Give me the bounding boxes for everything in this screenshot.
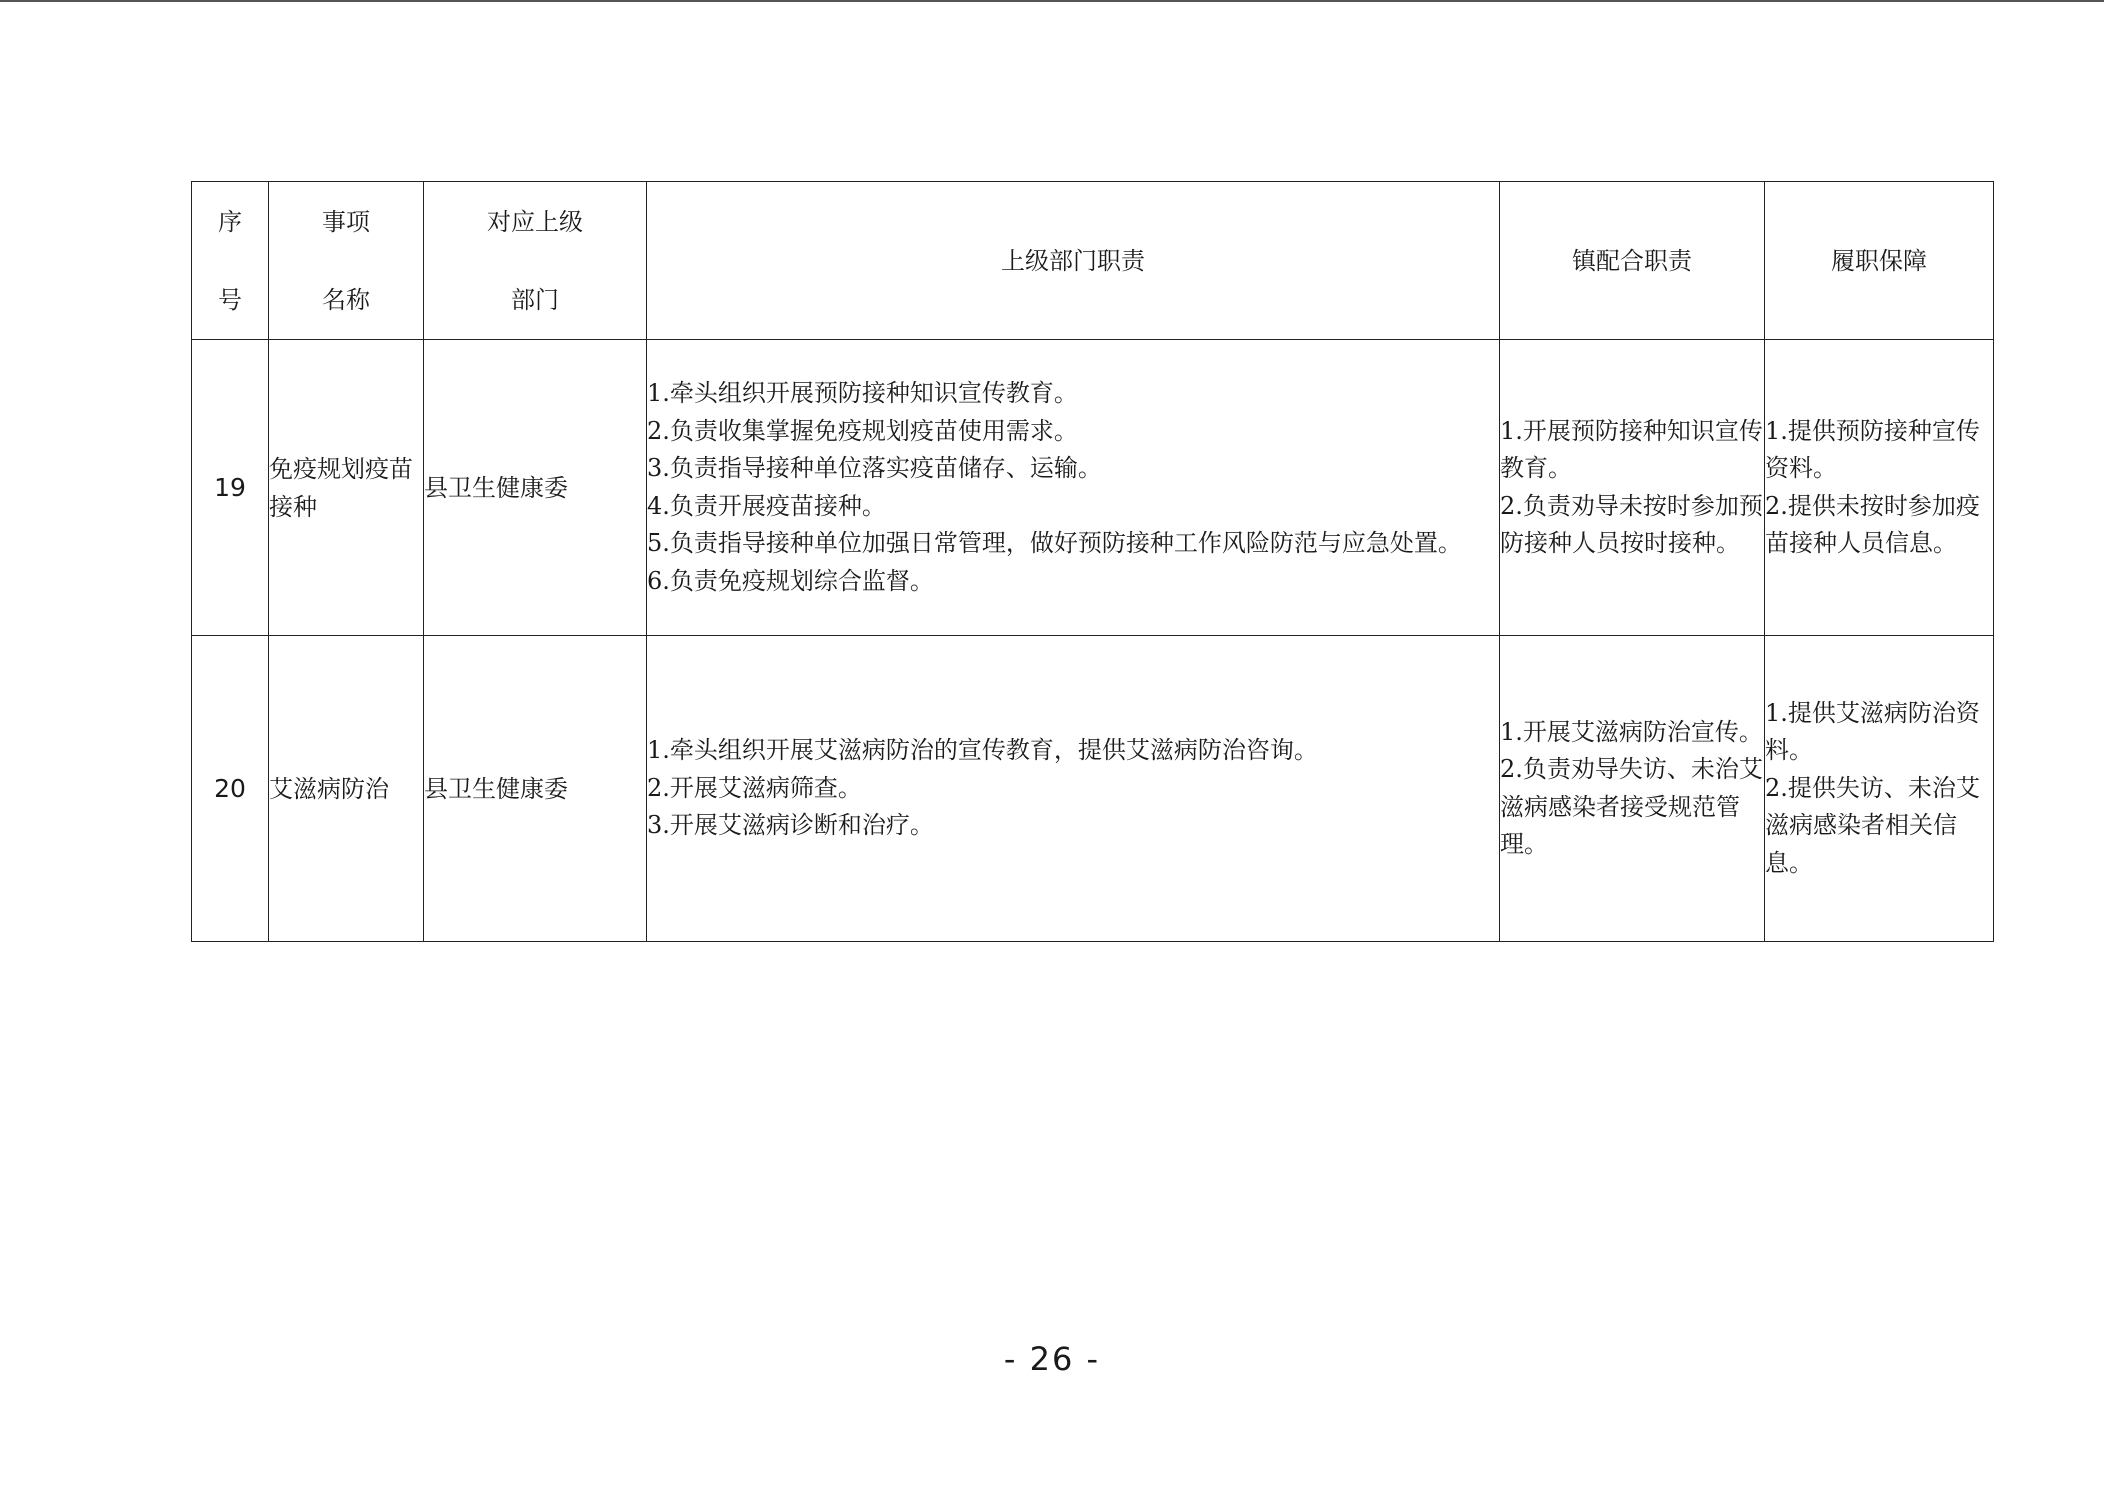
duty-item: 4.负责开展疫苗接种。 [647,491,886,520]
header-seq-line2: 号 [218,285,242,314]
row-town-list [1500,340,1765,636]
duty-item: 3.开展艾滋病诊断和治疗。 [647,811,934,840]
guarantee-item: 1.提供预防接种宣传资料。 [1765,416,1980,482]
row-duty-list [647,636,1500,942]
duty-item: 6.负责免疫规划综合监督。 [647,566,934,595]
duty-item: 1.牵头组织开展预防接种知识宣传教育。 [647,379,1078,407]
table-header-row [192,182,1994,340]
header-dept-line2: 部门 [511,285,559,314]
duty-table [191,181,1994,942]
row-guarantee-list [1765,636,1994,942]
row-town-list [1500,636,1765,942]
row-item-name: 免疫规划疫苗接种 [269,340,424,636]
row-seq: 19 [192,340,269,636]
town-item: 2.负责劝导失访、未治艾滋病感染者接受规范管理。 [1500,755,1763,858]
duty-item: 2.开展艾滋病筛查。 [647,773,862,802]
duty-item: 2.负责收集掌握免疫规划疫苗使用需求。 [647,416,1078,445]
header-seq-line1: 序 [218,207,242,236]
guarantee-item: 2.提供未按时参加疫苗接种人员信息。 [1765,491,1980,557]
duty-item: 1.牵头组织开展艾滋病防治的宣传教育，提供艾滋病防治咨询。 [647,736,1318,765]
town-item: 1.开展预防接种知识宣传教育。 [1500,416,1763,482]
row-dept: 县卫生健康委 [424,340,647,636]
header-dept-line1: 对应上级 [487,207,583,236]
header-name [269,182,424,340]
row-item-name: 艾滋病防治 [269,636,424,942]
row-guarantee-list [1765,340,1994,636]
duty-item: 5.负责指导接种单位加强日常管理，做好预防接种工作风险防范与应急处置。 [647,529,1462,557]
row-seq: 20 [192,636,269,942]
header-seq [192,182,269,340]
header-dept [424,182,647,340]
guarantee-item: 1.提供艾滋病防治资料。 [1765,698,1980,765]
header-name-line2: 名称 [322,285,370,314]
row-dept: 县卫生健康委 [424,636,647,942]
row-duty-list [647,340,1500,636]
page-number: - 26 - [1003,1340,1101,1378]
header-duty: 上级部门职责 [647,182,1500,340]
town-item: 1.开展艾滋病防治宣传。 [1500,717,1763,746]
table-row [192,636,1994,942]
town-item: 2.负责劝导未按时参加预防接种人员按时接种。 [1500,491,1763,557]
header-town: 镇配合职责 [1500,182,1765,340]
header-name-line1: 事项 [322,207,370,236]
header-guarantee: 履职保障 [1765,182,1994,340]
guarantee-item: 2.提供失访、未治艾滋病感染者相关信息。 [1765,773,1980,877]
table-row [192,340,1994,636]
duty-item: 3.负责指导接种单位落实疫苗储存、运输。 [647,454,1102,482]
top-border-line [0,0,2104,2]
